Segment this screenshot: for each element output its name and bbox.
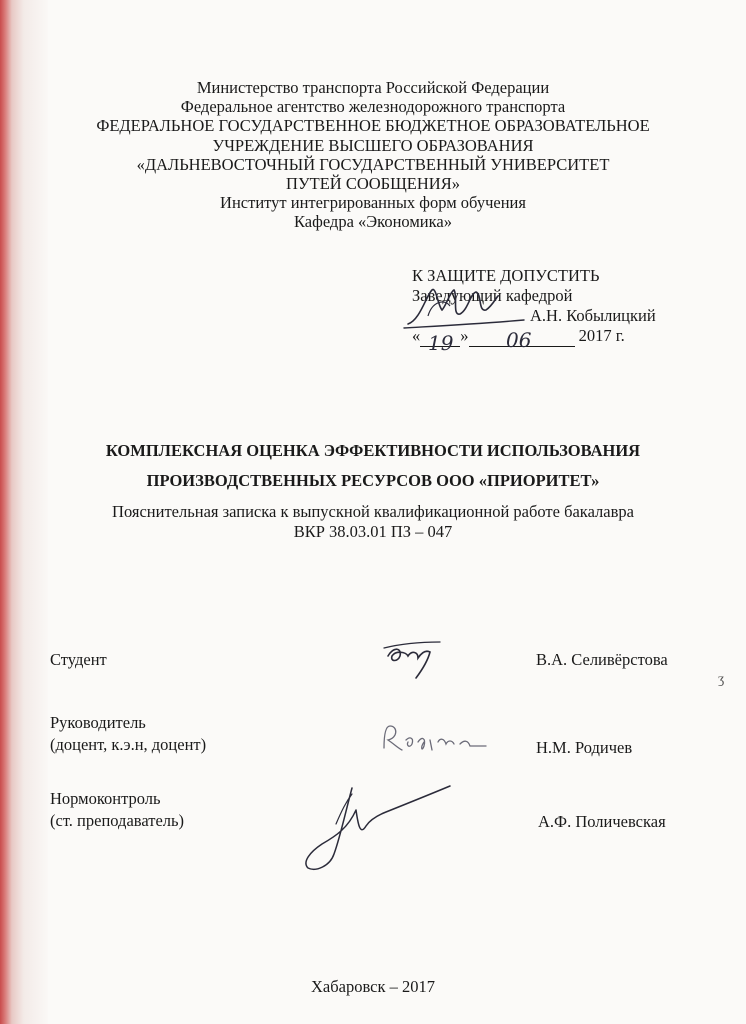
student-name: В.А. Селивёрстова xyxy=(536,650,668,669)
normcontrol-role: Нормоконтроль xyxy=(50,789,161,808)
head-signature-icon xyxy=(398,276,548,346)
institution-type-line-2: УЧРЕЖДЕНИЕ ВЫСШЕГО ОБРАЗОВАНИЯ xyxy=(212,135,534,155)
work-title-line-1: КОМПЛЕКСНАЯ ОЦЕНКА ЭФФЕКТИВНОСТИ ИСПОЛЬЗОВАНИЯ xyxy=(105,441,641,460)
date-open-quote: « xyxy=(412,326,421,345)
work-code: ВКР 38.03.01 ПЗ – 047 xyxy=(293,522,453,541)
ministry-line: Министерство транспорта Российской Федерации xyxy=(196,78,550,97)
normcontrol-label xyxy=(50,788,184,832)
institution-type-line: ФЕДЕРАЛЬНОЕ ГОСУДАРСТВЕННОЕ БЮДЖЕТНОЕ ОБРАЗОВАТЕЛЬНОЕ xyxy=(96,116,650,136)
approval-name: А.Н. Кобылицкий xyxy=(530,306,656,325)
work-subtitle xyxy=(20,502,726,542)
supervisor-signature-icon xyxy=(376,718,496,762)
margin-mark: ʒ xyxy=(718,672,725,687)
university-name-line: «ДАЛЬНЕВОСТОЧНЫЙ ГОСУДАРСТВЕННЫЙ УНИВЕРСИТЕТ xyxy=(136,154,610,174)
work-title xyxy=(20,436,726,496)
student-label: Студент xyxy=(50,650,107,669)
handwritten-day-text: 19 xyxy=(428,331,454,355)
supervisor-name: Н.М. Родичев xyxy=(536,738,633,757)
supervisor-title: (доцент, к.э.н, доцент) xyxy=(50,735,207,754)
approval-title: К ЗАЩИТЕ ДОПУСТИТЬ xyxy=(412,266,600,285)
work-title-line-2: ПРОИЗВОДСТВЕННЫХ РЕСУРСОВ ООО «ПРИОРИТЕТ» xyxy=(146,471,600,490)
institute-line: Институт интегрированных форм обучения xyxy=(220,193,526,213)
agency-line: Федеральное агентство железнодорожного транспорта xyxy=(180,97,566,117)
handwritten-month-text: 06 xyxy=(506,328,532,352)
footer-city-year: Хабаровск – 2017 xyxy=(311,977,435,996)
normcontrol-signature-icon xyxy=(296,780,456,880)
student-signature-icon xyxy=(380,636,450,686)
normcontrol-title: (ст. преподаватель) xyxy=(50,811,185,830)
work-description: Пояснительная записка к выпускной квалификационной работе бакалавра xyxy=(112,502,634,521)
date-year: 2017 г. xyxy=(578,326,625,345)
date-close-quote: » xyxy=(460,326,469,345)
approval-position: Заведующий кафедрой xyxy=(412,286,573,305)
supervisor-role: Руководитель xyxy=(50,713,146,732)
university-name-line-2: ПУТЕЙ СООБЩЕНИЯ» xyxy=(286,174,460,194)
supervisor-label xyxy=(50,712,206,756)
normcontrol-name: А.Ф. Поличевская xyxy=(538,812,666,831)
department-line: Кафедра «Экономика» xyxy=(294,212,452,232)
document-header xyxy=(20,78,726,232)
